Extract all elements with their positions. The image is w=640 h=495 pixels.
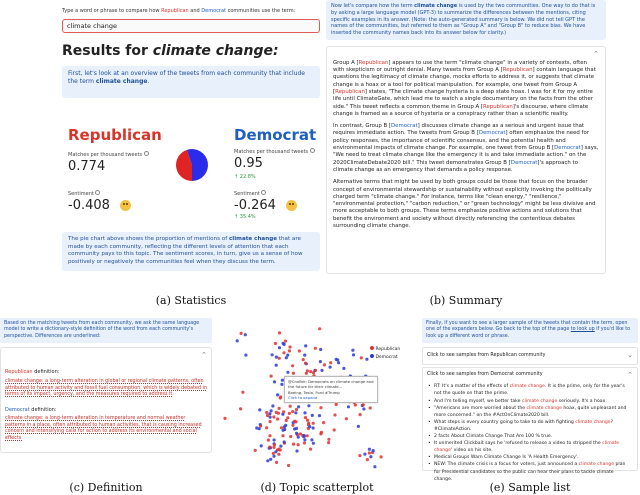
scatter-point-democrat[interactable] bbox=[297, 436, 300, 439]
scatter-point-republican[interactable] bbox=[279, 396, 282, 399]
scatter-point-democrat[interactable] bbox=[283, 440, 286, 443]
scatter-point-republican[interactable] bbox=[306, 419, 309, 422]
scatter-point-republican[interactable] bbox=[359, 413, 362, 416]
scatter-point-democrat[interactable] bbox=[363, 453, 366, 456]
rep-matches-label: Matches per thousand tweets bbox=[68, 151, 149, 159]
chevron-up-icon: ⌃ bbox=[627, 370, 633, 379]
caption-e: (e) Sample list bbox=[489, 481, 571, 494]
sample-item: • NEW: The climate crisis is a focus for voters, just announced a climate change plan for Presidential candidates so the public can hear their plans to tackle climate change. bbox=[427, 461, 633, 482]
dem-sentiment-value: -0.264 bbox=[234, 198, 297, 213]
results-title: Results for climate change: bbox=[62, 42, 279, 59]
scatter-point-democrat[interactable] bbox=[347, 405, 350, 408]
scatter-point-democrat[interactable] bbox=[282, 342, 285, 345]
scatter-point-democrat[interactable] bbox=[357, 425, 360, 428]
scatter-point-republican[interactable] bbox=[362, 403, 365, 406]
scatter-point-republican[interactable] bbox=[286, 416, 289, 419]
scatter-point-republican[interactable] bbox=[354, 403, 357, 406]
sample-list bbox=[427, 383, 633, 483]
scatter-point-democrat[interactable] bbox=[286, 371, 289, 374]
scatter-point-democrat[interactable] bbox=[308, 425, 311, 428]
scatter-tooltip: @CnnBrk: Democrats on climate change and the future for their climate… Boeing, Tesla, Ford #Trump Click to expand bbox=[284, 376, 378, 403]
search-input[interactable]: climate change bbox=[62, 19, 320, 33]
scatter-point-republican[interactable] bbox=[268, 446, 271, 449]
scatter-point-democrat[interactable] bbox=[372, 449, 375, 452]
scatter-point-republican[interactable] bbox=[284, 340, 287, 343]
scatter-point-republican[interactable] bbox=[303, 441, 306, 444]
search-prompt: Type a word or phrase to compare how Republican and Democrat communities use the term: bbox=[62, 8, 296, 14]
scatter-point-republican[interactable] bbox=[312, 422, 315, 425]
scatter-point-democrat[interactable] bbox=[365, 358, 368, 361]
scatter-point-republican[interactable] bbox=[288, 345, 291, 348]
scatter-point-democrat[interactable] bbox=[258, 427, 261, 430]
scatter-point-republican[interactable] bbox=[333, 413, 336, 416]
dem-matches-delta: ↑ 22.8% bbox=[234, 173, 256, 180]
scatter-point-republican[interactable] bbox=[295, 408, 298, 411]
sample-item: • What steps is every country going to take to do with fighting climate change? #ClimateAction. bbox=[427, 419, 633, 433]
stats-intro: First, let's look at an overview of the tweets from each community that include the term climate change. bbox=[62, 66, 320, 98]
scatter-point-democrat[interactable] bbox=[368, 448, 371, 451]
scatter-point-democrat[interactable] bbox=[276, 393, 279, 396]
scatter-point-republican[interactable] bbox=[306, 434, 309, 437]
caption-d: (d) Topic scatterplot bbox=[260, 481, 374, 494]
scatter-point-republican[interactable] bbox=[369, 406, 372, 409]
scatter-point-republican[interactable] bbox=[289, 405, 292, 408]
expander-republican[interactable]: Click to see samples from Republican community ⌄ bbox=[422, 347, 638, 364]
scatter-point-republican[interactable] bbox=[292, 372, 295, 375]
panel-statistics bbox=[62, 6, 320, 286]
scatter-point-republican[interactable] bbox=[268, 434, 271, 437]
scatter-point-republican[interactable] bbox=[259, 424, 262, 427]
scatter-point-republican[interactable] bbox=[320, 431, 323, 434]
chevron-up-icon[interactable]: ⌃ bbox=[593, 49, 599, 58]
scatter-point-republican[interactable] bbox=[278, 407, 281, 410]
dem-sentiment-delta: ↑ 35.4% bbox=[234, 213, 256, 220]
scatter-point-democrat[interactable] bbox=[297, 405, 300, 408]
scatter-point-republican[interactable] bbox=[278, 357, 281, 360]
scatter-point-republican[interactable] bbox=[368, 451, 371, 454]
grimace-emoji-icon bbox=[286, 200, 297, 211]
help-icon bbox=[95, 190, 100, 195]
rep-matches-value: 0.774 bbox=[68, 158, 106, 174]
rep-sentiment-value: -0.408 bbox=[68, 198, 131, 213]
pie-chart bbox=[175, 148, 209, 182]
scatter-point-republican[interactable] bbox=[309, 370, 312, 373]
scatter-point-democrat[interactable] bbox=[275, 356, 278, 359]
scatter-point-democrat[interactable] bbox=[319, 348, 322, 351]
scatter-point-republican[interactable] bbox=[360, 356, 363, 359]
scatter-point-republican[interactable] bbox=[254, 449, 257, 452]
scatter-point-republican[interactable] bbox=[266, 414, 269, 417]
scatter-point-republican[interactable] bbox=[335, 403, 338, 406]
scatter-point-democrat[interactable] bbox=[273, 438, 276, 441]
scatter-point-republican[interactable] bbox=[327, 441, 330, 444]
scatter-point-republican[interactable] bbox=[272, 415, 275, 418]
panel-definition bbox=[0, 318, 212, 466]
legend-dot-democrat bbox=[370, 354, 374, 358]
scatter-point-republican[interactable] bbox=[298, 349, 301, 352]
scatter-point-republican[interactable] bbox=[297, 443, 300, 446]
scatter-point-republican[interactable] bbox=[358, 454, 361, 457]
scatter-point-republican[interactable] bbox=[319, 406, 322, 409]
scatter-point-republican[interactable] bbox=[289, 435, 292, 438]
scatter-point-republican[interactable] bbox=[270, 375, 273, 378]
scatter-point-republican[interactable] bbox=[288, 412, 291, 415]
scatter-point-democrat[interactable] bbox=[307, 404, 310, 407]
scatter-point-republican[interactable] bbox=[285, 419, 288, 422]
scatter-point-republican[interactable] bbox=[314, 369, 317, 372]
panel-summary bbox=[326, 0, 606, 282]
samples-intro: Finally, if you want to see a larger sample of the tweets that contain the term, open one of the expanders below. Go back to the top of the page to look up if you'd like to look up a different word or phrase. bbox=[422, 318, 638, 343]
scatter-point-democrat[interactable] bbox=[295, 449, 298, 452]
scatter-point-republican[interactable] bbox=[282, 351, 285, 354]
scatter-point-republican[interactable] bbox=[380, 455, 383, 458]
definition-card bbox=[0, 347, 212, 453]
legend-dot-republican bbox=[370, 346, 374, 350]
dem-matches-value: 0.95 bbox=[234, 155, 263, 171]
chevron-up-icon[interactable]: ⌃ bbox=[201, 351, 207, 360]
scatter-point-republican[interactable] bbox=[291, 424, 294, 427]
caption-a: (a) Statistics bbox=[155, 294, 227, 307]
scatter-point-democrat[interactable] bbox=[279, 445, 282, 448]
scatter-point-democrat[interactable] bbox=[310, 438, 313, 441]
scatter-point-democrat[interactable] bbox=[270, 409, 273, 412]
chevron-down-icon: ⌄ bbox=[627, 351, 633, 360]
rep-name: Republican bbox=[68, 125, 162, 144]
scatter-point-republican[interactable] bbox=[240, 332, 243, 335]
summary-card bbox=[326, 46, 606, 274]
scatter-point-republican[interactable] bbox=[309, 448, 312, 451]
expander-democrat[interactable]: Click to see samples from Democrat community ⌃ • RT: It's a matter of the effects of climate change. It is the prime, only for the year's not the quote on that the prime. • And I'm telling myself, we better take climate change seriously. It's a hoax. • "Americans are more worried about the climate change hoax, quite unpleasant and more concerned." on the #ActOnClimate2020 bill. • What steps is every country going to take to do with fighting climate change? #ClimateAction. • 2 facts About Climate Change That Are 100 % true. • It unmerited Clickbait says he 'refused to release a video to stripped the climate change' video on his site. • Medical Groups Warn Climate Change Is 'A Health Emergency'. • NEW: The climate crisis is a focus for voters, just announced a climate change plan for Presidential candidates so the public can hear their plans to tackle climate change. bbox=[422, 367, 638, 471]
scatter-point-democrat[interactable] bbox=[271, 353, 274, 356]
scatter-point-democrat[interactable] bbox=[286, 354, 289, 357]
scatter-point-democrat[interactable] bbox=[293, 427, 296, 430]
scatter-point-democrat[interactable] bbox=[302, 435, 305, 438]
definition-intro: Based on the matching tweets from each community, we ask the same language model to write a dictionary-style definition of the word from each community's perspective. Differences are underlined: bbox=[0, 318, 212, 343]
help-icon bbox=[310, 148, 315, 153]
scatter-point-democrat[interactable] bbox=[362, 407, 365, 410]
scatter-point-democrat[interactable] bbox=[273, 380, 276, 383]
scatter-point-republican[interactable] bbox=[322, 421, 325, 424]
scatter-point-republican[interactable] bbox=[281, 434, 284, 437]
dem-matches-label: Matches per thousand tweets bbox=[234, 148, 315, 156]
scatter-point-republican[interactable] bbox=[279, 448, 282, 451]
scatter-point-democrat[interactable] bbox=[258, 408, 261, 411]
scatter-point-republican[interactable] bbox=[278, 331, 281, 334]
scatter-point-democrat[interactable] bbox=[329, 366, 332, 369]
scatter-point-republican[interactable] bbox=[302, 358, 305, 361]
scatter-point-democrat[interactable] bbox=[244, 354, 247, 357]
frown-emoji-icon bbox=[120, 200, 131, 211]
scatter-point-democrat[interactable] bbox=[295, 432, 298, 435]
scatter-point-democrat[interactable] bbox=[281, 413, 284, 416]
scatter-point-republican[interactable] bbox=[327, 438, 330, 441]
scatter-point-republican[interactable] bbox=[272, 452, 275, 455]
scatter-point-republican[interactable] bbox=[287, 464, 290, 467]
scatter-point-democrat[interactable] bbox=[318, 414, 321, 417]
stats-footer: The pie chart above shows the proportion of mentions of climate change that are made by each community, reflecting the different levels of attention that each community pays to this topic. The sentiment scores, in turn, give us a sense of how positively or negatively the communities feel when they discuss the term. bbox=[62, 232, 320, 271]
scatter-point-republican[interactable] bbox=[223, 417, 226, 420]
scatter-point-democrat[interactable] bbox=[236, 339, 239, 342]
dem-definition-text: climate change: a long-term alteration in temperature and normal weather patterns in a place, often attributed to human activities, that is causing increased concern and intensifying calls for action to address its environmental and social effects. bbox=[5, 416, 202, 441]
scatter-point-republican[interactable] bbox=[269, 420, 272, 423]
scatter-point-democrat[interactable] bbox=[312, 426, 315, 429]
scatter-point-democrat[interactable] bbox=[272, 455, 275, 458]
scatter-point-democrat[interactable] bbox=[312, 442, 315, 445]
scatter-point-democrat[interactable] bbox=[304, 344, 307, 347]
scatter-point-democrat[interactable] bbox=[275, 364, 278, 367]
scatter-point-democrat[interactable] bbox=[337, 361, 340, 364]
scatter-point-democrat[interactable] bbox=[351, 349, 354, 352]
stats-block bbox=[62, 108, 320, 220]
scatter-point-democrat[interactable] bbox=[294, 411, 297, 414]
summary-p1: Group A [Republican] appears to use the term "climate change" in a variety of contexts, often with skepticism or outright denial. Many tweets from Group A [Republican] contain language that questions the legitimacy of climate change, mocks efforts to address it, or suggests that climate change is a hoax or a tool for political manipulation. For example, one tweet from Group A [Republican] states, "The climate change hysteria is a deep state hoax. I was for it for my entire life until ClimateGate, which lead me to watch a single documentary on the facts from the other side." This tweet reflects a common theme in Group A [Republican]'s discourse, where climate change is framed as a source of hysteria or a conspiracy rather than a scientific reality. bbox=[333, 59, 596, 117]
scatter-point-democrat[interactable] bbox=[373, 465, 376, 468]
scatter-point-republican[interactable] bbox=[304, 362, 307, 365]
caption-c: (c) Definition bbox=[69, 481, 143, 494]
scatter-point-republican[interactable] bbox=[241, 391, 244, 394]
scatter-point-republican[interactable] bbox=[275, 461, 278, 464]
scatter-point-republican[interactable] bbox=[274, 342, 277, 345]
scatter-point-democrat[interactable] bbox=[266, 459, 269, 462]
rep-sentiment-label: Sentiment bbox=[68, 190, 100, 198]
scatter-point-democrat[interactable] bbox=[319, 360, 322, 363]
summary-p2: In contrast, Group B [Democrat] discusses climate change as a serious and urgent issue that requires immediate action. The tweets from Group B [Democrat] often emphasize the need for policy responses, the importance of scientific consensus, and the potential health and environmental impacts of climate change. For example, one tweet from Group B [Democrat] says, "We need to treat climate change like the emergency it is and take immediate action." on the 2020ClimateDebate2020 bill." This tweet demonstrates Group B [Democrat]'s approach to climate change as an emergency that demands a policy response. bbox=[333, 123, 599, 173]
scatter-legend: Republican Democrat bbox=[370, 346, 400, 362]
scatter-point-democrat[interactable] bbox=[271, 404, 274, 407]
dem-name: Democrat bbox=[234, 125, 317, 144]
scatter-point-democrat[interactable] bbox=[278, 346, 281, 349]
scatter-point-republican[interactable] bbox=[265, 426, 268, 429]
scatter-point-democrat[interactable] bbox=[244, 333, 247, 336]
scatter-point-democrat[interactable] bbox=[369, 455, 372, 458]
scatter-point-republican[interactable] bbox=[329, 361, 332, 364]
scatter-point-republican[interactable] bbox=[345, 417, 348, 420]
help-icon bbox=[261, 190, 266, 195]
sample-item: • It unmerited Clickbait says he 'refused to release a video to stripped the climate change' video on his site. bbox=[427, 440, 633, 454]
sample-item: • "Americans are more worried about the climate change hoax, quite unpleasant and more concerned." on the #ActOnClimate2020 bill. bbox=[427, 405, 633, 419]
panel-sample-list bbox=[422, 318, 638, 482]
scatter-point-republican[interactable] bbox=[288, 349, 291, 352]
scatter-point-republican[interactable] bbox=[366, 458, 369, 461]
scatter-point-democrat[interactable] bbox=[352, 353, 355, 356]
rep-definition-label: Republican definition: bbox=[5, 369, 60, 376]
scatter-point-republican[interactable] bbox=[291, 410, 294, 413]
sample-item: • And I'm telling myself, we better take climate change seriously. It's a hoax. bbox=[427, 398, 633, 405]
scatter-point-republican[interactable] bbox=[314, 347, 317, 350]
scatter-point-democrat[interactable] bbox=[311, 414, 314, 417]
scatter-point-republican[interactable] bbox=[265, 411, 268, 414]
sample-item: • RT: It's a matter of the effects of climate change. It is the prime, only for the year's not the quote on that the prime. bbox=[427, 383, 633, 397]
scatter-point-republican[interactable] bbox=[291, 364, 294, 367]
scatter-point-republican[interactable] bbox=[323, 363, 326, 366]
scatter-point-republican[interactable] bbox=[318, 327, 321, 330]
scatter-point-republican[interactable] bbox=[306, 369, 309, 372]
dem-definition-label: Democrat definition: bbox=[5, 406, 57, 413]
scatter-point-republican[interactable] bbox=[267, 439, 270, 442]
scatter-point-republican[interactable] bbox=[280, 426, 283, 429]
scatter-point-republican[interactable] bbox=[292, 443, 295, 446]
scatter-point-democrat[interactable] bbox=[342, 367, 345, 370]
scatter-point-republican[interactable] bbox=[239, 407, 242, 410]
scatter-point-republican[interactable] bbox=[273, 443, 276, 446]
caption-b: (b) Summary bbox=[429, 294, 503, 307]
rep-definition-text: climate change: a long-term alteration in global or regional climate patterns, often attributed to human activity and fossil fuel consumption, which is widely debated in terms of its impact, urgency, and the measures required to address it. bbox=[5, 379, 207, 398]
scatter-point-democrat[interactable] bbox=[303, 411, 306, 414]
scatter-point-republican[interactable] bbox=[293, 420, 296, 423]
dem-sentiment-label: Sentiment bbox=[234, 190, 266, 198]
scatter-point-democrat[interactable] bbox=[320, 369, 323, 372]
scatter-point-democrat[interactable] bbox=[260, 444, 263, 447]
scatter-point-democrat[interactable] bbox=[284, 424, 287, 427]
scatter-point-democrat[interactable] bbox=[303, 438, 306, 441]
scatter-point-democrat[interactable] bbox=[285, 356, 288, 359]
summary-p3: Alternative terms that might be used by both groups could be those that focus on the broader concept of environmental stewardship or sustainability without explicitly invoking the politically charged term "climate change." For instance, terms like "clean energy," "resilience," "environmental protection," "carbon reduction," or "green technology" might be less divisive and more acceptable to both groups. These terms emphasize positive actions and solutions that benefit the environment and society without directly referencing the contentious debates surrounding climate change. bbox=[333, 179, 596, 229]
summary-intro: Now let's compare how the term climate change is used by the two communities. One way to do that is by asking a large language model (GPT-3) to summarize the differences between the mentions, citing specific examples in its answer. (Note: the auto-generated summary is below. We did not tell GPT the names of the communities, but referred to them as "Group A" and "Group B" to reduce bias. We have inserted the community names back into its answer below for clarity.) bbox=[326, 0, 606, 40]
scatter-point-republican[interactable] bbox=[276, 417, 279, 420]
help-icon bbox=[144, 151, 149, 156]
scatter-point-republican[interactable] bbox=[277, 453, 280, 456]
scatter-point-republican[interactable] bbox=[304, 416, 307, 419]
scatter-point-democrat[interactable] bbox=[269, 458, 272, 461]
sample-item: • Medical Groups Warn Climate Change Is 'A Health Emergency'. bbox=[427, 454, 633, 461]
scatter-point-democrat[interactable] bbox=[303, 354, 306, 357]
scatter-point-republican[interactable] bbox=[277, 412, 280, 415]
scatter-point-democrat[interactable] bbox=[336, 358, 339, 361]
panel-scatterplot bbox=[222, 320, 412, 470]
scatter-point-republican[interactable] bbox=[333, 428, 336, 431]
sample-item: • 2 facts About Climate Change That Are 100 % true. bbox=[427, 433, 633, 440]
